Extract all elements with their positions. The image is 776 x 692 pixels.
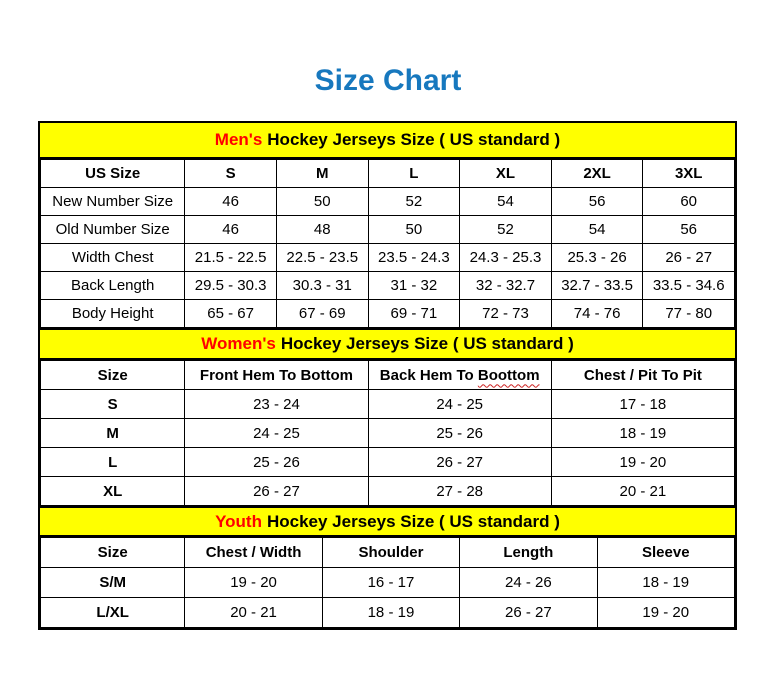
size-value-cell: 24 - 25 (185, 419, 368, 448)
size-value-cell: 26 - 27 (460, 598, 597, 628)
size-value-cell: 26 - 27 (185, 477, 368, 506)
table-row (41, 568, 735, 598)
size-value-cell: 50 (276, 188, 368, 216)
size-value-cell: 25.3 - 26 (551, 244, 643, 272)
size-value-cell: 77 - 80 (643, 300, 735, 328)
size-value-cell: 50 (368, 216, 460, 244)
size-value-cell: 22.5 - 23.5 (276, 244, 368, 272)
size-value-cell: 72 - 73 (460, 300, 552, 328)
size-value-cell: 24 - 25 (368, 390, 551, 419)
column-header-text: Back Hem To (379, 366, 478, 384)
womens-table (40, 360, 735, 506)
size-value-cell: 56 (643, 216, 735, 244)
size-value-cell: 19 - 20 (551, 448, 734, 477)
youth-section-title: Hockey Jerseys Size ( US standard ) (266, 511, 560, 531)
table-row (41, 448, 735, 477)
column-header: M (276, 160, 368, 188)
size-value-cell: 52 (460, 216, 552, 244)
column-header: L (368, 160, 460, 188)
size-value-cell: 19 - 20 (185, 568, 322, 598)
size-value-cell: 32.7 - 33.5 (551, 272, 643, 300)
size-value-cell: 26 - 27 (643, 244, 735, 272)
table-row (41, 272, 735, 300)
table-row (41, 598, 735, 628)
column-header: 3XL (643, 160, 735, 188)
page-title: Size Chart (314, 64, 462, 97)
table-row (41, 538, 735, 568)
size-value-cell: 23.5 - 24.3 (368, 244, 460, 272)
size-value-cell: 60 (643, 188, 735, 216)
row-label: XL (41, 477, 185, 506)
column-header: Shoulder (322, 538, 459, 568)
column-header (368, 361, 551, 390)
womens-section-title: Hockey Jerseys Size ( US standard ) (280, 334, 574, 353)
size-value-cell: 31 - 32 (368, 272, 460, 300)
column-header: Size (41, 361, 185, 390)
row-label: Back Length (41, 272, 185, 300)
size-value-cell: 27 - 28 (368, 477, 551, 506)
size-value-cell: 25 - 26 (368, 419, 551, 448)
table-row (41, 361, 735, 390)
row-label: Width Chest (41, 244, 185, 272)
row-label: L/XL (41, 598, 185, 628)
size-value-cell: 26 - 27 (368, 448, 551, 477)
mens-table (40, 159, 735, 328)
row-label: Old Number Size (41, 216, 185, 244)
size-value-cell: 18 - 19 (322, 598, 459, 628)
column-header: Chest / Pit To Pit (551, 361, 734, 390)
size-value-cell: 52 (368, 188, 460, 216)
table-row (41, 244, 735, 272)
table-row (41, 477, 735, 506)
column-header: Size (41, 538, 185, 568)
table-row (41, 419, 735, 448)
row-label: L (41, 448, 185, 477)
row-label: Body Height (41, 300, 185, 328)
row-label: S/M (41, 568, 185, 598)
size-value-cell: 24 - 26 (460, 568, 597, 598)
youth-section-header (40, 506, 735, 537)
size-value-cell: 18 - 19 (597, 568, 734, 598)
womens-section-header (40, 328, 735, 360)
size-value-cell: 23 - 24 (185, 390, 368, 419)
youth-table (40, 537, 735, 628)
table-row (41, 390, 735, 419)
table-row (41, 216, 735, 244)
column-header: Length (460, 538, 597, 568)
column-header: 2XL (551, 160, 643, 188)
mens-section-highlight: Men's (214, 130, 263, 149)
column-header: Sleeve (597, 538, 734, 568)
size-value-cell: 25 - 26 (185, 448, 368, 477)
size-value-cell: 65 - 67 (185, 300, 277, 328)
womens-section-highlight: Women's (201, 334, 276, 353)
row-label: S (41, 390, 185, 419)
size-value-cell: 54 (551, 216, 643, 244)
mens-section-header (40, 123, 735, 159)
size-chart-table (38, 121, 737, 630)
column-header: XL (460, 160, 552, 188)
size-value-cell: 21.5 - 22.5 (185, 244, 277, 272)
size-value-cell: 69 - 71 (368, 300, 460, 328)
size-value-cell: 18 - 19 (551, 419, 734, 448)
row-label: M (41, 419, 185, 448)
table-row (41, 188, 735, 216)
size-value-cell: 67 - 69 (276, 300, 368, 328)
row-label: New Number Size (41, 188, 185, 216)
youth-section-highlight: Youth (215, 511, 262, 531)
mens-section-title: Hockey Jerseys Size ( US standard ) (267, 130, 561, 149)
size-value-cell: 56 (551, 188, 643, 216)
size-value-cell: 54 (460, 188, 552, 216)
table-row (41, 300, 735, 328)
size-value-cell: 30.3 - 31 (276, 272, 368, 300)
column-header: US Size (41, 160, 185, 188)
column-header: S (185, 160, 277, 188)
size-value-cell: 33.5 - 34.6 (643, 272, 735, 300)
size-value-cell: 32 - 32.7 (460, 272, 552, 300)
size-value-cell: 19 - 20 (597, 598, 734, 628)
size-value-cell: 20 - 21 (185, 598, 322, 628)
table-row (41, 160, 735, 188)
size-value-cell: 48 (276, 216, 368, 244)
column-header: Front Hem To Bottom (185, 361, 368, 390)
size-value-cell: 46 (185, 216, 277, 244)
column-header: Chest / Width (185, 538, 322, 568)
size-value-cell: 29.5 - 30.3 (185, 272, 277, 300)
size-value-cell: 16 - 17 (322, 568, 459, 598)
size-value-cell: 46 (185, 188, 277, 216)
size-value-cell: 17 - 18 (551, 390, 734, 419)
misspelled-word: Boottom (477, 366, 540, 384)
size-value-cell: 24.3 - 25.3 (460, 244, 552, 272)
size-value-cell: 74 - 76 (551, 300, 643, 328)
size-value-cell: 20 - 21 (551, 477, 734, 506)
